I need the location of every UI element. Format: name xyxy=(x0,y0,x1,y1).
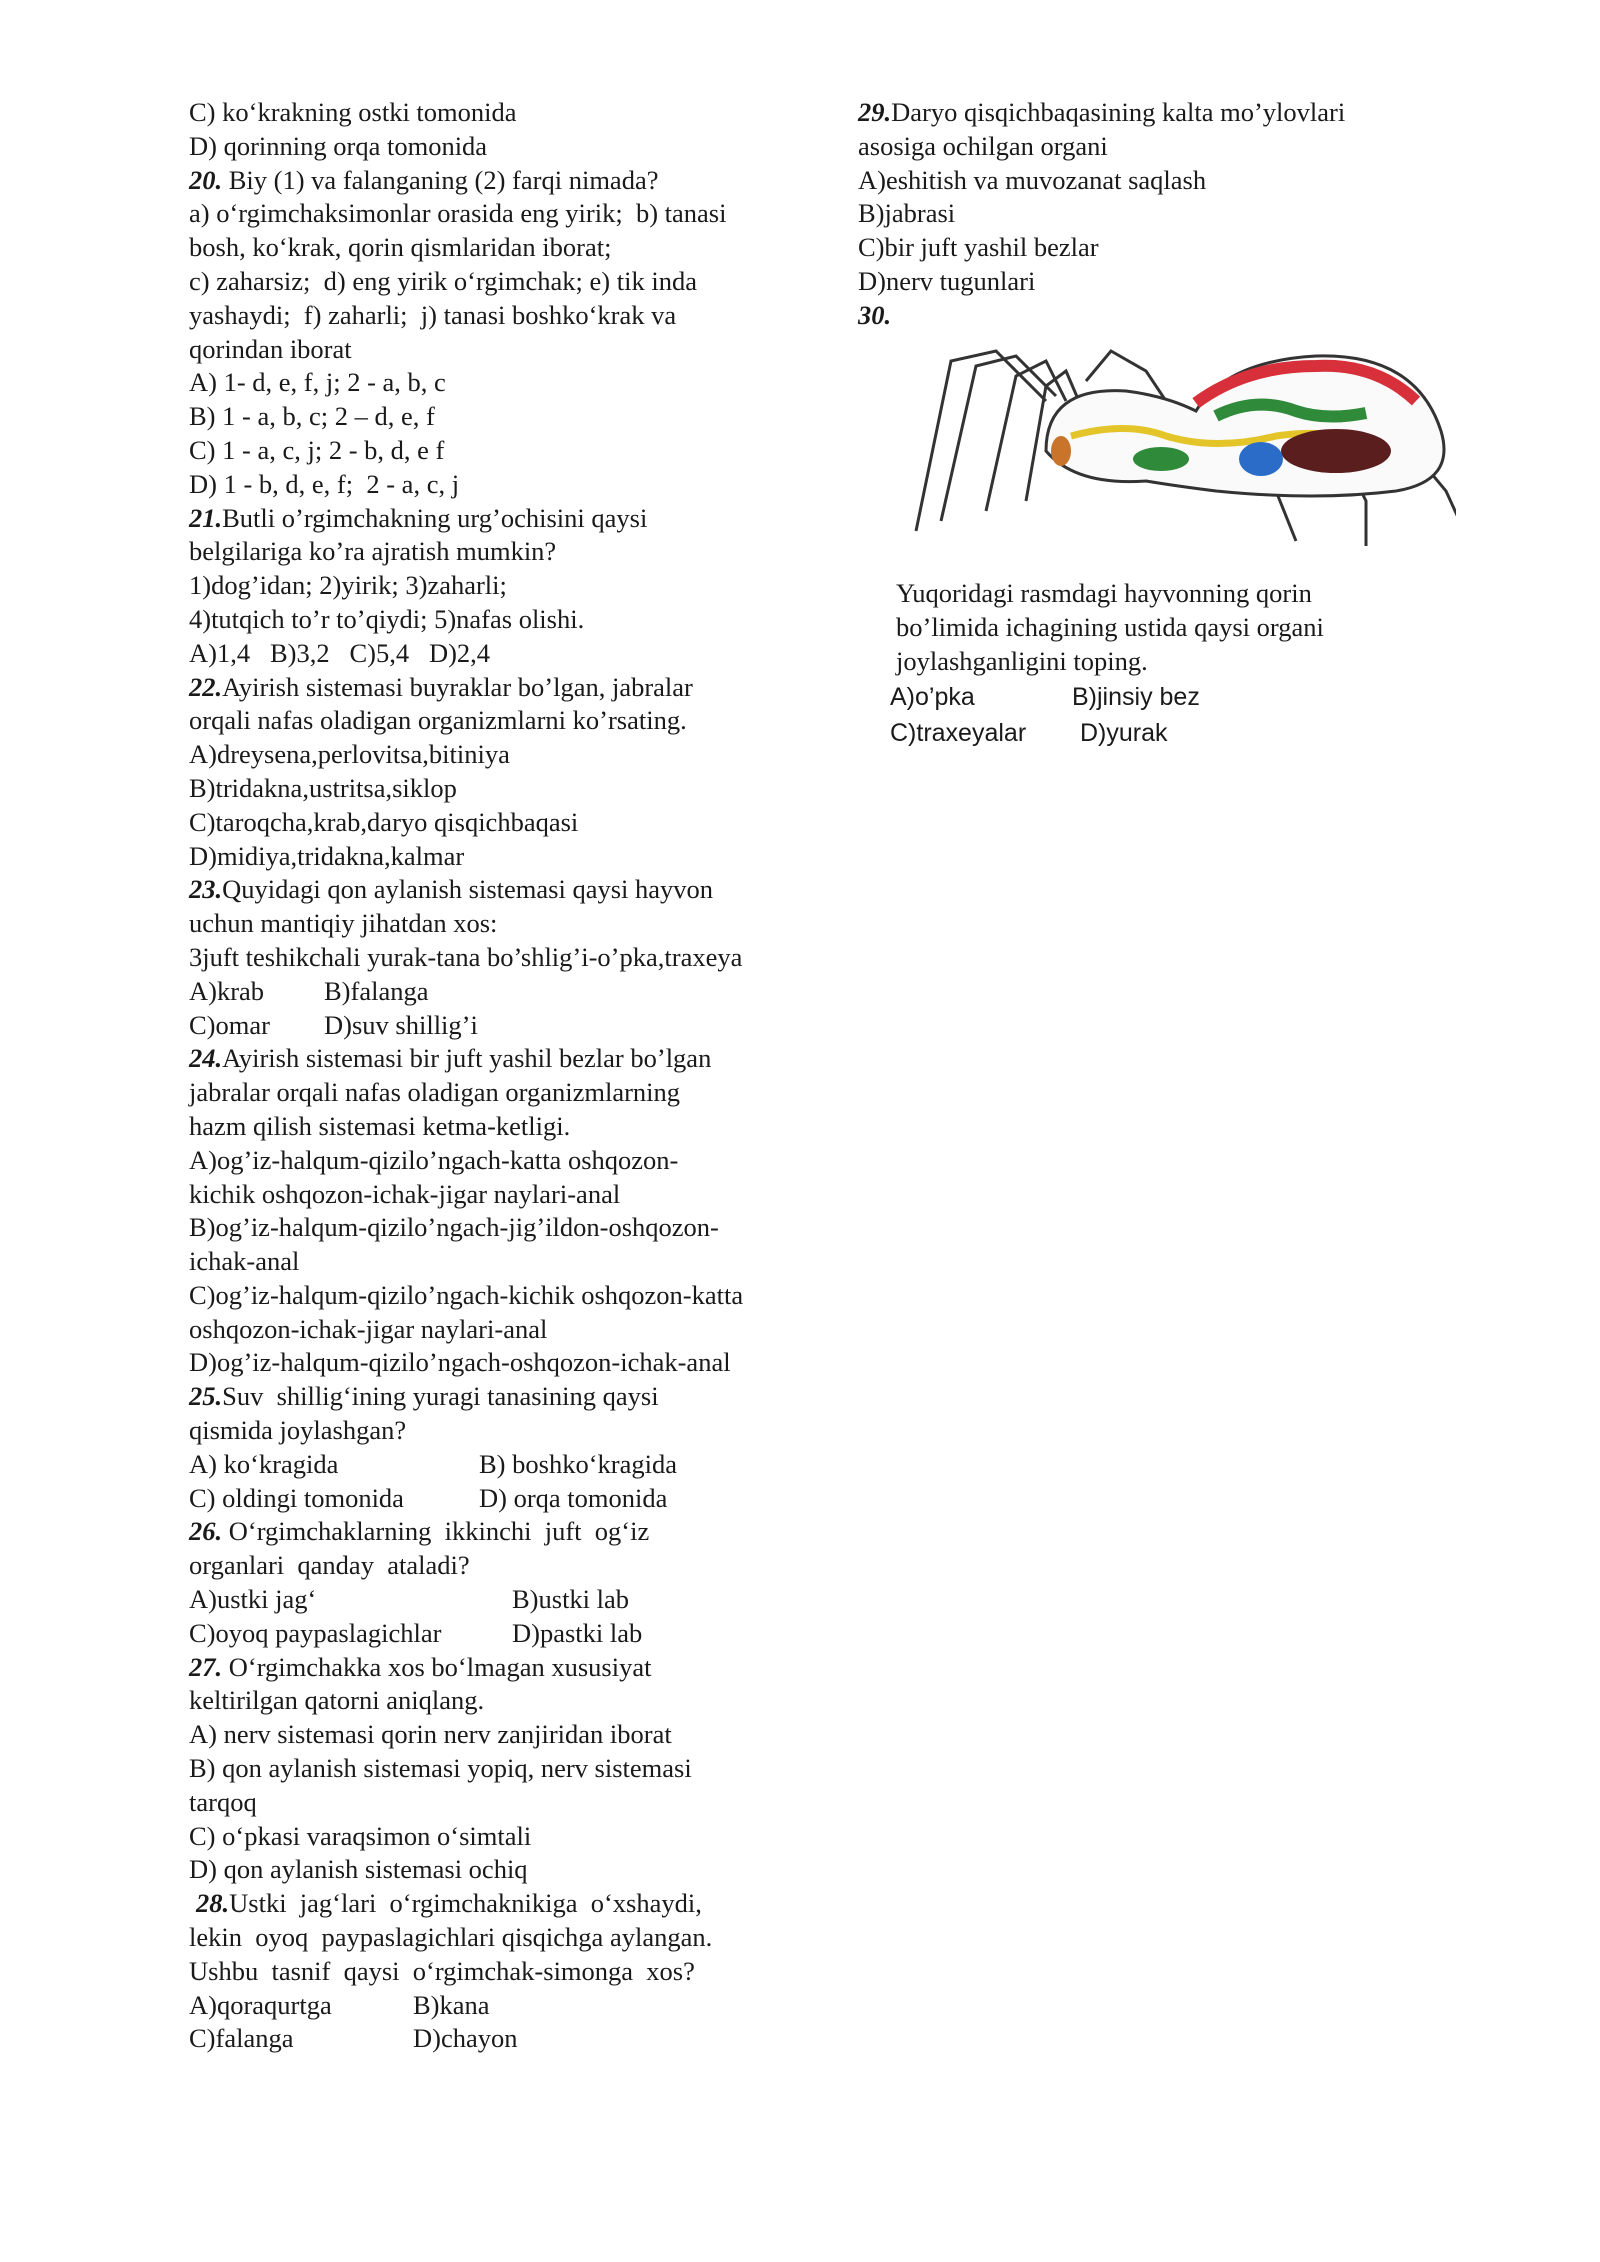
q20-option-c: C) 1 - a, c, j; 2 - b, d, e f xyxy=(189,434,445,465)
q21-options: A)1,4 B)3,2 C)5,4 D)2,4 xyxy=(189,637,491,668)
q27-option-line: C) o‘pkasi varaqsimon o‘simtali xyxy=(189,1820,532,1851)
q25-body-line: qismida joylashgan? xyxy=(189,1415,407,1446)
q29-number: 29. xyxy=(858,97,892,127)
q19-option-d: D) qorinning orqa tomonida xyxy=(189,130,488,161)
q26-options-row xyxy=(189,1583,829,1617)
q29-option-b: B)jabrasi xyxy=(858,198,956,229)
q26-question xyxy=(189,1515,829,1549)
q28-question xyxy=(189,1887,829,1921)
q21-text: Butli o’rgimchakning urg’ochisini qaysi xyxy=(222,502,648,533)
q28-options-row xyxy=(189,1989,829,2023)
right-column xyxy=(858,96,1458,751)
spider-anatomy-figure xyxy=(896,341,1456,551)
q25-option-a: A) ko‘kragida xyxy=(189,1448,339,1479)
q27-number: 27. xyxy=(189,1651,223,1682)
q20-option-b: B) 1 - a, b, c; 2 – d, e, f xyxy=(189,401,435,432)
q28-option-d: D)chayon xyxy=(413,2023,518,2054)
q30-option-b: B)jinsiy bez xyxy=(1072,682,1200,711)
q28-option-c: C)falanga xyxy=(189,2023,294,2054)
q25-number: 25. xyxy=(189,1381,223,1412)
q20-body-line: a) o‘rgimchaksimonlar orasida eng yirik; b) tanasi xyxy=(189,198,727,229)
q27-body-line: keltirilgan qatorni aniqlang. xyxy=(189,1685,485,1716)
q26-number: 26. xyxy=(189,1516,223,1547)
q30-question xyxy=(858,299,1458,333)
q23-question xyxy=(189,873,829,907)
q21-number: 21. xyxy=(189,502,223,533)
q28-body-line: lekin oyoq paypaslagichlari qisqichga aylangan. xyxy=(189,1922,713,1953)
q28-body-line: Ushbu tasnif qaysi o‘rgimchak-simonga xos? xyxy=(189,1955,695,1986)
q25-option-b: B) boshko‘kragida xyxy=(479,1448,677,1479)
q23-option-a: A)krab xyxy=(189,975,265,1006)
q27-option-line: A) nerv sistemasi qorin nerv zanjiridan iborat xyxy=(189,1719,672,1750)
q23-option-c: C)omar xyxy=(189,1009,270,1040)
q25-text: Suv shillig‘ining yuragi tanasining qaysi xyxy=(222,1381,659,1412)
q23-body-line: uchun mantiqiy jihatdan xos: xyxy=(189,908,498,939)
q22-number: 22. xyxy=(189,671,223,702)
q26-option-a: A)ustki jag‘ xyxy=(189,1584,317,1615)
q20-body-line: bosh, ko‘krak, qorin qismlaridan iborat; xyxy=(189,232,612,263)
q20-text: Biy (1) va falanganing (2) farqi nimada? xyxy=(222,164,659,195)
q24-body-line: hazm qilish sistemasi ketma-ketligi. xyxy=(189,1110,571,1141)
q22-option-c: C)taroqcha,krab,daryo qisqichbaqasi xyxy=(189,806,579,837)
brain-shape xyxy=(1051,436,1071,466)
q28-text: Ustki jag‘lari o‘rgimchaknikiga o‘xshaydi, xyxy=(229,1888,702,1919)
q23-text: Quyidagi qon aylanish sistemasi qaysi hayvon xyxy=(222,874,714,905)
q24-option-line: ichak-anal xyxy=(189,1246,300,1277)
q29-option-a: A)eshitish va muvozanat saqlash xyxy=(858,164,1207,195)
q25-option-c: C) oldingi tomonida xyxy=(189,1482,404,1513)
lung-shape xyxy=(1239,442,1283,476)
q20-question xyxy=(189,164,829,198)
q24-option-line: C)og’iz-halqum-qizilo’ngach-kichik oshqozon-katta xyxy=(189,1279,744,1310)
q26-body-line: organlari qanday ataladi? xyxy=(189,1550,470,1581)
digestive-gland-shape xyxy=(1133,447,1189,471)
q28-options-row xyxy=(189,2022,829,2056)
q30-caption-line: bo’limida ichagining ustida qaysi organi xyxy=(896,612,1324,643)
q28-option-b: B)kana xyxy=(413,1989,490,2020)
q22-text: Ayirish sistemasi buyraklar bo’lgan, jabralar xyxy=(222,671,693,702)
q27-question xyxy=(189,1651,829,1685)
q24-option-line: oshqozon-ichak-jigar naylari-anal xyxy=(189,1313,548,1344)
q22-option-a: A)dreysena,perlovitsa,bitiniya xyxy=(189,739,510,770)
q24-text: Ayirish sistemasi bir juft yashil bezlar bo’lgan xyxy=(222,1043,712,1074)
q20-body-line: c) zaharsiz; d) eng yirik o‘rgimchak; e) tik inda xyxy=(189,265,697,296)
q26-text: O‘rgimchaklarning ikkinchi juft og‘iz xyxy=(222,1516,650,1547)
q30-option-d: D)yurak xyxy=(1080,718,1168,747)
q24-option-line: A)og’iz-halqum-qizilo’ngach-katta oshqozon- xyxy=(189,1144,679,1175)
q29-question xyxy=(858,96,1458,130)
q23-number: 23. xyxy=(189,874,223,905)
q30-number: 30. xyxy=(858,299,892,330)
q27-option-line: D) qon aylanish sistemasi ochiq xyxy=(189,1854,528,1885)
q26-option-b: B)ustki lab xyxy=(512,1584,630,1615)
q23-options-row xyxy=(189,975,829,1009)
left-column xyxy=(189,96,829,2056)
q29-body-line: asosiga ochilgan organi xyxy=(858,130,1108,161)
q25-options-row xyxy=(189,1448,829,1482)
q30-options-row xyxy=(890,715,1458,751)
q30-option-a: A)o’pka xyxy=(890,682,975,711)
q24-question xyxy=(189,1042,829,1076)
q30-caption xyxy=(890,577,1458,750)
q25-options-row xyxy=(189,1482,829,1516)
q21-body-line: belgilariga ko’ra ajratish mumkin? xyxy=(189,536,557,567)
q20-body-line: yashaydi; f) zaharli; j) tanasi boshko‘krak va xyxy=(189,299,677,330)
q29-option-c: C)bir juft yashil bezlar xyxy=(858,232,1099,263)
liver-shape xyxy=(1281,429,1391,473)
q24-body-line: jabralar orqali nafas oladigan organizmlarning xyxy=(189,1077,681,1108)
q28-number: 28. xyxy=(196,1888,230,1919)
q25-option-d: D) orqa tomonida xyxy=(479,1482,668,1513)
q20-body-line: qorindan iborat xyxy=(189,333,352,364)
q30-caption-line: joylashganligini toping. xyxy=(896,645,1148,676)
q19-option-c: C) ko‘krakning ostki tomonida xyxy=(189,97,517,127)
q26-options-row xyxy=(189,1617,829,1651)
q22-question xyxy=(189,671,829,705)
q23-option-d: D)suv shillig’i xyxy=(324,1009,478,1040)
q27-option-line: tarqoq xyxy=(189,1786,257,1817)
q28-option-a: A)qoraqurtga xyxy=(189,1989,332,2020)
q24-option-line: B)og’iz-halqum-qizilo’ngach-jig’ildon-oshqozon- xyxy=(189,1212,719,1243)
q30-option-c: C)traxeyalar xyxy=(890,718,1027,747)
q24-number: 24. xyxy=(189,1043,223,1074)
q22-option-d: D)midiya,tridakna,kalmar xyxy=(189,840,465,871)
q29-text: Daryo qisqichbaqasining kalta mo’ylovlari xyxy=(891,97,1346,127)
q21-body-line: 4)tutqich to’r to’qiydi; 5)nafas olishi. xyxy=(189,603,585,634)
q23-body-line: 3juft teshikchali yurak-tana bo’shlig’i-o’pka,traxeya xyxy=(189,941,743,972)
q21-body-line: 1)dog’idan; 2)yirik; 3)zaharli; xyxy=(189,570,507,601)
q30-caption-line: Yuqoridagi rasmdagi hayvonning qorin xyxy=(896,578,1312,609)
q22-option-b: B)tridakna,ustritsa,siklop xyxy=(189,772,457,803)
q24-option-line: kichik oshqozon-ichak-jigar naylari-anal xyxy=(189,1178,621,1209)
q23-options-row xyxy=(189,1009,829,1043)
q30-options-row xyxy=(890,679,1458,715)
q23-option-b: B)falanga xyxy=(324,975,429,1006)
q21-question xyxy=(189,502,829,536)
q29-option-d: D)nerv tugunlari xyxy=(858,265,1036,296)
q20-option-a: A) 1- d, e, f, j; 2 - a, b, c xyxy=(189,367,446,398)
q27-option-line: B) qon aylanish sistemasi yopiq, nerv sistemasi xyxy=(189,1753,692,1784)
q20-option-d: D) 1 - b, d, e, f; 2 - a, c, j xyxy=(189,468,460,499)
q24-option-line: D)og’iz-halqum-qizilo’ngach-oshqozon-ichak-anal xyxy=(189,1347,731,1378)
q25-question xyxy=(189,1380,829,1414)
q22-body-line: orqali nafas oladigan organizmlarni ko’rsating. xyxy=(189,705,687,736)
q20-number: 20. xyxy=(189,164,223,195)
q26-option-d: D)pastki lab xyxy=(512,1617,643,1648)
q27-text: O‘rgimchakka xos bo‘lmagan xususiyat xyxy=(222,1651,652,1682)
q26-option-c: C)oyoq paypaslagichlar xyxy=(189,1617,442,1648)
